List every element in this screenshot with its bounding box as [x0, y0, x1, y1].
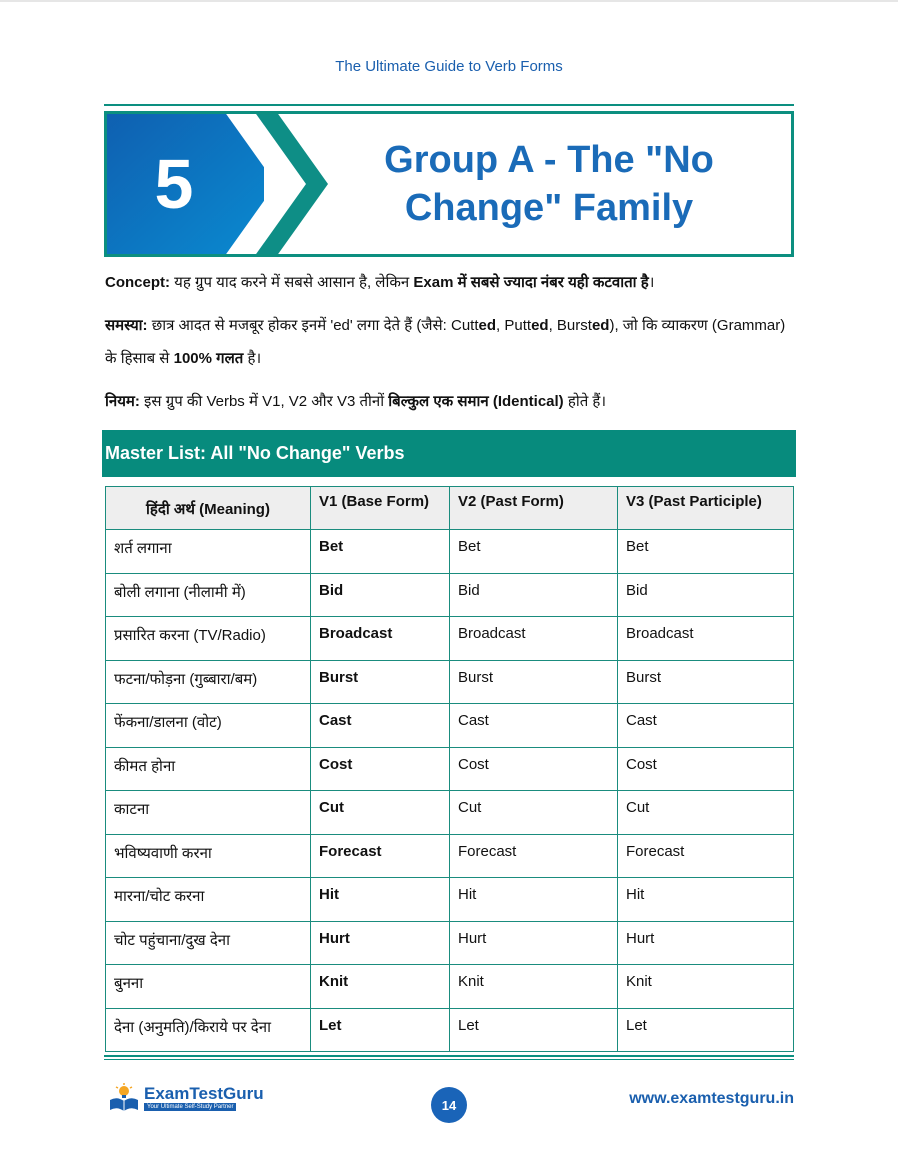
meaning-cell: फेंकना/डालना (वोट) — [106, 704, 311, 748]
table-row — [106, 965, 794, 1009]
v1-cell: Bet — [311, 530, 450, 574]
concept-bold: Exam में सबसे ज्यादा नंबर यही कटवाता है — [413, 274, 649, 291]
table-row — [106, 573, 794, 617]
meaning-cell: प्रसारित करना (TV/Radio) — [106, 617, 311, 661]
v3-cell: Hit — [618, 878, 794, 922]
book-bulb-icon — [108, 1082, 140, 1112]
v3-cell: Forecast — [618, 834, 794, 878]
v1-cell: Cut — [311, 791, 450, 835]
v3-cell: Bet — [618, 530, 794, 574]
problem-ed-1: ed — [478, 317, 497, 334]
v2-cell: Forecast — [450, 834, 618, 878]
v1-cell: Hit — [311, 878, 450, 922]
v2-cell: Cost — [450, 747, 618, 791]
meaning-cell: बोली लगाना (नीलामी में) — [106, 573, 311, 617]
concept-text: यह ग्रुप याद करने में सबसे आसान है, लेकिन — [170, 274, 414, 291]
table-row — [106, 617, 794, 661]
footer-rule-thin — [104, 1059, 794, 1060]
table-row — [106, 834, 794, 878]
v1-cell: Let — [311, 1008, 450, 1052]
v1-cell: Cost — [311, 747, 450, 791]
v2-cell: Hurt — [450, 921, 618, 965]
v3-cell: Burst — [618, 660, 794, 704]
v2-cell: Bet — [450, 530, 618, 574]
problem-end: है। — [243, 350, 262, 367]
chapter-title-text: Group A - The "No Change" Family — [384, 139, 714, 229]
rule-text: इस ग्रुप की Verbs में V1, V2 और V3 तीनों — [139, 393, 389, 410]
v2-cell: Knit — [450, 965, 618, 1009]
problem-text-c: , Burst — [548, 317, 592, 334]
v2-cell: Hit — [450, 878, 618, 922]
v2-cell: Cast — [450, 704, 618, 748]
table-row — [106, 747, 794, 791]
page-number: 14 — [431, 1087, 467, 1123]
v1-cell: Broadcast — [311, 617, 450, 661]
rule-bold: बिल्कुल एक समान (Identical) — [388, 393, 564, 410]
v3-cell: Cost — [618, 747, 794, 791]
problem-ed-3: ed — [591, 317, 610, 334]
v2-cell: Burst — [450, 660, 618, 704]
header-meaning: हिंदी अर्थ (Meaning) — [106, 487, 311, 530]
header-v1: V1 (Base Form) — [311, 487, 450, 530]
v1-cell: Hurt — [311, 921, 450, 965]
problem-bold: 100% गलत — [173, 350, 244, 367]
v2-cell: Bid — [450, 573, 618, 617]
meaning-cell: मारना/चोट करना — [106, 878, 311, 922]
table-row — [106, 530, 794, 574]
rule-label: नियम: — [105, 393, 140, 410]
v2-cell: Cut — [450, 791, 618, 835]
v3-cell: Hurt — [618, 921, 794, 965]
problem-paragraph — [105, 309, 797, 375]
v3-cell: Let — [618, 1008, 794, 1052]
table-row — [106, 878, 794, 922]
problem-text-d: ), जो कि व्याकरण (Grammar) के हिसाब से — [105, 317, 786, 367]
chapter-number: 5 — [154, 145, 194, 223]
v3-cell: Broadcast — [618, 617, 794, 661]
v1-cell: Forecast — [311, 834, 450, 878]
rule-end: होते हैं। — [563, 393, 607, 410]
chapter-title — [304, 111, 794, 257]
header-rule — [104, 104, 794, 106]
table-row — [106, 1008, 794, 1052]
v1-cell: Bid — [311, 573, 450, 617]
document-title: The Ultimate Guide to Verb Forms — [335, 58, 563, 75]
top-edge-line — [0, 0, 898, 2]
header-v3: V3 (Past Participle) — [618, 487, 794, 530]
logo-name: ExamTestGuru — [144, 1084, 264, 1103]
logo-tagline: Your Ultimate Self-Study Partner — [144, 1103, 236, 1111]
table-row — [106, 791, 794, 835]
header-v2: V2 (Past Form) — [450, 487, 618, 530]
meaning-cell: कीमत होना — [106, 747, 311, 791]
problem-text-b: , Putt — [496, 317, 532, 334]
v1-cell: Burst — [311, 660, 450, 704]
problem-text-a: छात्र आदत से मजबूर होकर इनमें 'ed' लगा देते हैं (जैसे: Cutt — [147, 317, 479, 334]
v3-cell: Cast — [618, 704, 794, 748]
table-row — [106, 921, 794, 965]
chapter-banner — [104, 111, 794, 257]
verb-table — [105, 486, 794, 1052]
concept-end: । — [648, 274, 655, 291]
website-link[interactable]: www.examtestguru.in — [629, 1090, 794, 1107]
v2-cell: Broadcast — [450, 617, 618, 661]
meaning-cell: चोट पहुंचाना/दुख देना — [106, 921, 311, 965]
v3-cell: Bid — [618, 573, 794, 617]
v3-cell: Cut — [618, 791, 794, 835]
v3-cell: Knit — [618, 965, 794, 1009]
concept-label: Concept: — [105, 274, 170, 291]
brand-logo[interactable] — [108, 1082, 268, 1114]
meaning-cell: फटना/फोड़ना (गुब्बारा/बम) — [106, 660, 311, 704]
meaning-cell: काटना — [106, 791, 311, 835]
section-header — [102, 430, 796, 477]
problem-label: समस्या: — [105, 317, 148, 334]
meaning-cell: भविष्यवाणी करना — [106, 834, 311, 878]
v1-cell: Cast — [311, 704, 450, 748]
problem-ed-2: ed — [531, 317, 549, 334]
footer-rule — [104, 1055, 794, 1057]
rule-paragraph — [105, 385, 797, 418]
section-title: Master List: All "No Change" Verbs — [105, 443, 405, 463]
v2-cell: Let — [450, 1008, 618, 1052]
table-row — [106, 704, 794, 748]
meaning-cell: देना (अनुमति)/किराये पर देना — [106, 1008, 311, 1052]
table-header-row — [106, 487, 794, 530]
meaning-cell: शर्त लगाना — [106, 530, 311, 574]
table-row — [106, 660, 794, 704]
concept-paragraph — [105, 266, 797, 299]
meaning-cell: बुनना — [106, 965, 311, 1009]
v1-cell: Knit — [311, 965, 450, 1009]
